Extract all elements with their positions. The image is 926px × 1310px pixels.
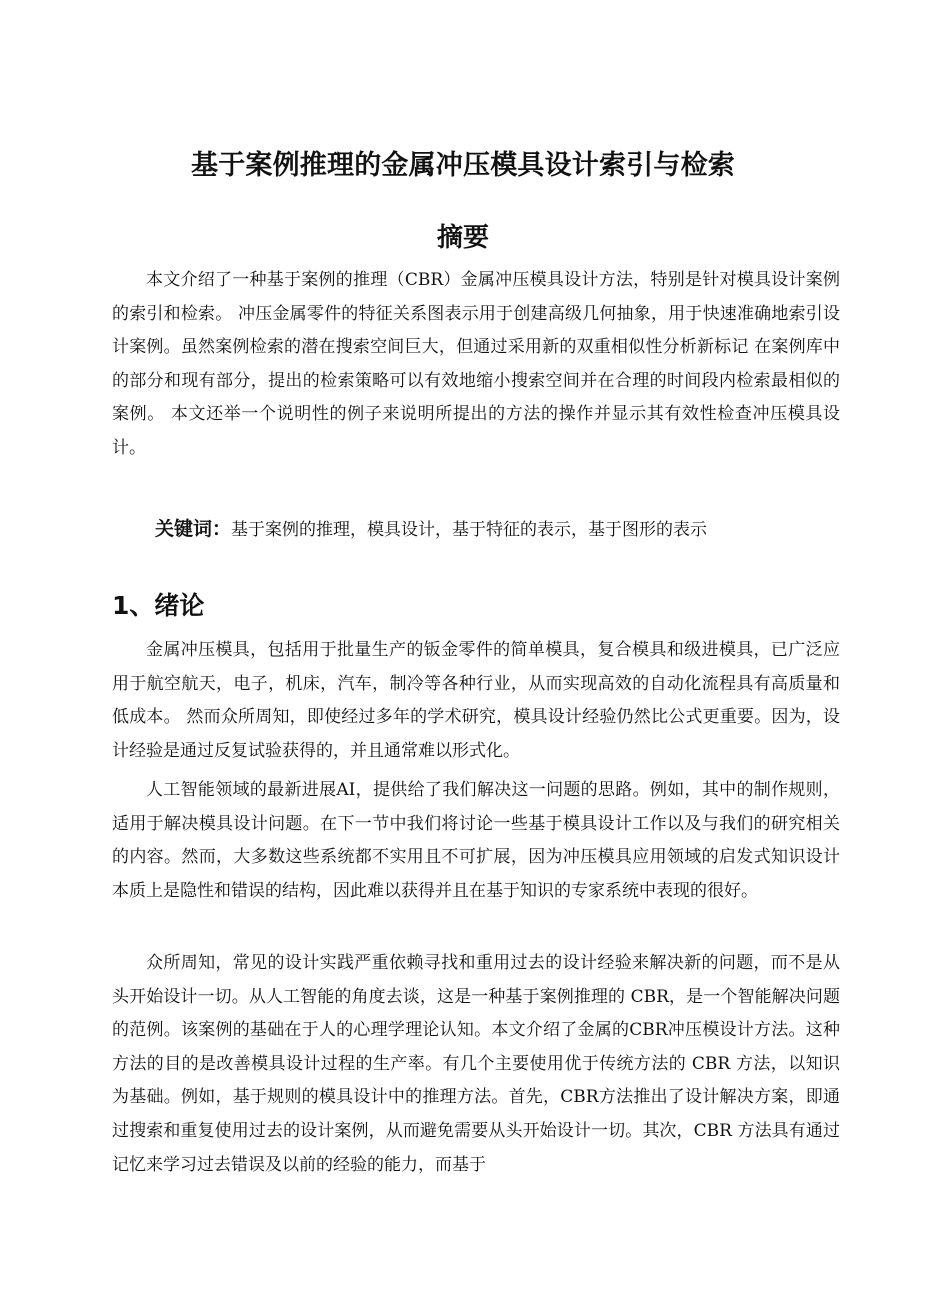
keywords-text: 基于案例的推理，模具设计，基于特征的表示，基于图形的表示 [231,520,708,540]
body-paragraph: 金属冲压模具，包括用于批量生产的钣金零件的简单模具，复合模具和级进模具，已广泛应用于航空航天，电子，机床，汽车，制冷等各种行业，从而实现高效的自动化流程具有高质量和低成本。 然而众所周知，即使经过多年的学术研究，模具设计经验仍然比公式更重要。因为，设计经验是通过反复试验获得的，并且通常难以形式化。 [112,640,840,761]
abstract-heading: 摘要 [436,223,489,253]
paper-title: 基于案例推理的金属冲压模具设计索引与检索 [191,150,735,181]
keywords-label: 关键词： [155,518,232,540]
abstract-paragraph: 本文介绍了一种基于案例的推理（CBR）金属冲压模具设计方法，特别是针对模具设计案例的索引和检索。 冲压金属零件的特征关系图表示用于创建高级几何抽象，用于快速准确地索引设计案例。虽然案例检索的潜在搜索空间巨大，但通过采用新的双重相似性分析新标记 在案例库中的部分和现有部分，提出的检索策略可以有效地缩小搜索空间并在合理的时间段内检索最相似的案例。 本文还举一个说明性的例子来说明所提出的方法的操作并显示其有效性检查冲压模具设计。 [112,270,840,458]
section-heading-introduction: 1、绪论 [112,591,205,620]
body-paragraph: 人工智能领域的最新进展AI，提供给了我们解决这一问题的思路。例如，其中的制作规则，适用于解决模具设计问题。在下一节中我们将讨论一些基于模具设计工作以及与我们的研究相关的内容。然而，大多数这些系统都不实用且不可扩展，因为冲压模具应用领域的启发式知识设计本质上是隐性和错误的结构，因此难以获得并且在基于知识的专家系统中表现的很好。 [112,780,840,901]
keywords-line [155,514,855,545]
body-paragraph: 众所周知，常见的设计实践严重依赖寻找和重用过去的设计经验来解决新的问题，而不是从头开始设计一切。从人工智能的角度去谈，这是一种基于案例推理的 CBR，是一个智能解决问题的范例。该案例的基础在于人的心理学理论认知。本文介绍了金属的CBR冲压模设计方法。这种方法的目的是改善模具设计过程的生产率。有几个主要使用优于传统方法的 CBR 方法，以知识为基础。例如，基于规则的模具设计中的推理方法。首先，CBR方法推出了设计解决方案，即通过搜索和重复使用过去的设计案例，从而避免需要从头开始设计一切。其次，CBR 方法具有通过记忆来学习过去错误及以前的经验的能力，而基于 [112,953,840,1175]
